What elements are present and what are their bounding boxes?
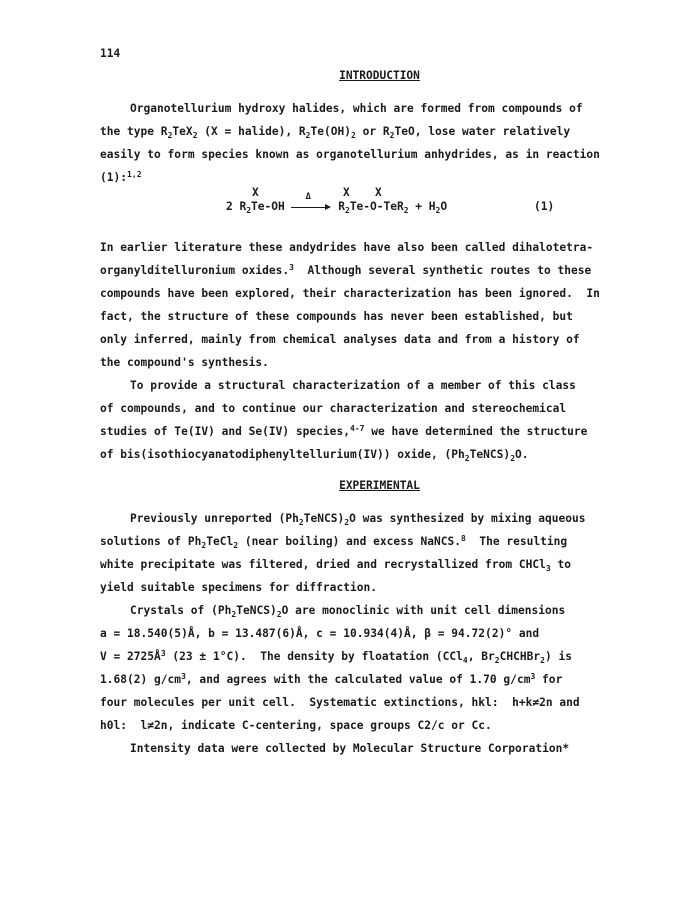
equation-number: (1) [534,200,555,213]
intro-line-1: Organotellurium hydroxy halides, which are formed from compounds of [130,102,583,115]
exp-line-4: yield suitable specimens for diffraction. [100,581,377,594]
intro-line-2: the type $R_2TeX_2$ (X = halide), $R_2Te(OH)_2$ or $R_2TeO$, lose water relatively [100,125,571,140]
intro-line-9: only inferred, mainly from chemical analyses data and from a history of [100,333,580,346]
exp-line-5: Crystals of $(Ph_2TeNCS)_2O$ are monoclinic with unit cell dimensions [130,604,566,619]
reaction-arrow-icon: Δ [291,203,331,211]
exp-line-2: solutions of $Ph_2TeCl_2$ (near boiling) and excess NaNCS.$^8$ The resulting [100,534,568,550]
intro-line-4: (1):$^{1,2}$ [100,170,142,184]
heading-introduction: INTRODUCTION [339,69,420,82]
exp-line-3: white precipitate was filtered, dried and recrystallized from CHCl$_3$ to [100,558,571,573]
intro-line-14: of bis(isothiocyanatodiphenyltellurium(IV)) oxide, $(Ph_2TeNCS)_2O$. [100,448,529,463]
intro-line-5: In earlier literature these andydrides have also been called dihalotetra- [100,241,594,254]
exp-line-1: Previously unreported $(Ph_2TeNCS)_2O$ was synthesized by mixing aqueous [130,512,586,527]
exp-line-6: a = 18.540(5)Å, b = 13.487(6)Å, c = 10.934(4)Å, β = 94.72(2)° and [100,627,540,640]
exp-line-11: Intensity data were collected by Molecular Structure Corporation* [130,742,570,755]
intro-line-6: organylditelluronium oxides.$^3$ Although several synthetic routes to these [100,263,592,277]
intro-line-3: easily to form species known as organotellurium anhydrides, as in reaction [100,148,600,161]
eq-halide-1: X [252,186,259,199]
eq-halide-3: X [375,186,382,199]
intro-line-11: To provide a structural characterization of a member of this class [130,379,576,392]
reaction-equation [0,186,679,230]
heading-experimental: EXPERIMENTAL [339,479,420,492]
intro-line-10: the compound's synthesis. [100,356,269,369]
exp-line-10: h0l: l≠2n, indicate C-centering, space groups C2/c or Cc. [100,719,492,732]
intro-line-13: studies of Te(IV) and Se(IV) species,$^{4-7}$ we have determined the structure [100,424,588,438]
exp-line-9: four molecules per unit cell. Systematic extinctions, hkl: h+k≠2n and [100,696,580,709]
exp-line-7: $V = 2725Å^3$ (23 ± 1°C). The density by floatation (CCl$_4$, $Br_2CHCHBr_2$) is [100,649,573,665]
eq-expression: 2 $R_2Te-OH$ Δ $R_2Te-O-TeR_2 + H_2O$ [226,192,448,215]
intro-line-8: fact, the structure of these compounds has never been established, but [100,310,573,323]
page-number: 114 [100,47,121,60]
eq-halide-2: X [343,186,350,199]
intro-line-12: of compounds, and to continue our characterization and stereochemical [100,402,567,415]
intro-line-7: compounds have been explored, their characterization has been ignored. In [100,287,600,300]
exp-line-8: 1.68(2) $g/cm^3$, and agrees with the calculated value of 1.70 $g/cm^3$ for [100,672,563,686]
